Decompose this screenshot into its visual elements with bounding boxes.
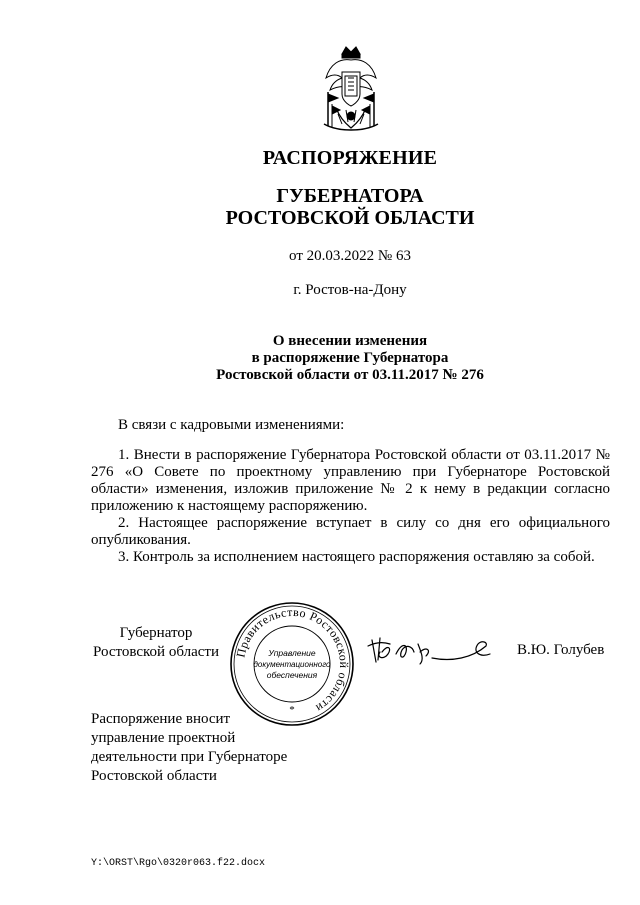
seal-star: * [289, 704, 295, 716]
note-line-4: Ростовской области [91, 768, 217, 784]
document-type-heading: РАСПОРЯЖЕНИЕ [262, 147, 438, 169]
body-item-1: 1. Внести в распоряжение Губернатора Ростовской области от 03.11.2017 № 276 «О Совете по проектному управлению при Губернаторе Ростовской области» изменения, изложив приложение № 2 к нему в редакции согласно приложению к настоящему распоряжению. [91, 447, 610, 514]
signatory-title-line-1: Губернатор [119, 625, 193, 641]
subject-line-1: О внесении изменения [272, 333, 428, 349]
document-city: г. Ростов-на-Дону [293, 282, 407, 298]
body-item-3: 3. Контроль за исполнением настоящего распоряжения оставляю за собой. [118, 549, 595, 565]
seal-center-line-1: Управление [268, 648, 316, 658]
handwritten-signature-icon [362, 632, 496, 668]
issuer-heading [0, 185, 640, 229]
subject-line-3: Ростовской области от 03.11.2017 № 276 [216, 367, 484, 383]
seal-center-line-3: обеспечения [266, 670, 318, 680]
body-intro: В связи с кадровыми изменениями: [118, 417, 345, 433]
coat-of-arms-icon [318, 44, 384, 134]
document-subject [0, 333, 640, 384]
signatory-name: В.Ю. Голубев [517, 642, 605, 658]
document-body [91, 447, 610, 566]
seal-ring-text: Правительство Ростовской области [233, 604, 352, 716]
body-item-2: 2. Настоящее распоряжение вступает в силу со дня его официального опубликования. [91, 515, 610, 548]
note-line-1: Распоряжение вносит [91, 711, 231, 727]
signatory-title-line-2: Ростовской области [93, 644, 219, 660]
seal-center-line-2: документационного [253, 660, 331, 669]
signatory-title [91, 624, 221, 662]
submitted-by-note [91, 710, 287, 786]
subject-line-2: в распоряжение Губернатора [251, 350, 449, 366]
note-line-3: деятельности при Губернаторе [91, 749, 288, 765]
issuer-line-1: ГУБЕРНАТОРА [276, 185, 424, 207]
note-line-2: управление проектной [91, 730, 236, 746]
issuer-line-2: РОСТОВСКОЙ ОБЛАСТИ [225, 207, 475, 229]
document-date-number: от 20.03.2022 № 63 [289, 248, 411, 264]
official-seal-icon [228, 600, 356, 728]
file-path-footer: Y:\ORST\Rgo\0320r063.f22.docx [91, 858, 266, 869]
